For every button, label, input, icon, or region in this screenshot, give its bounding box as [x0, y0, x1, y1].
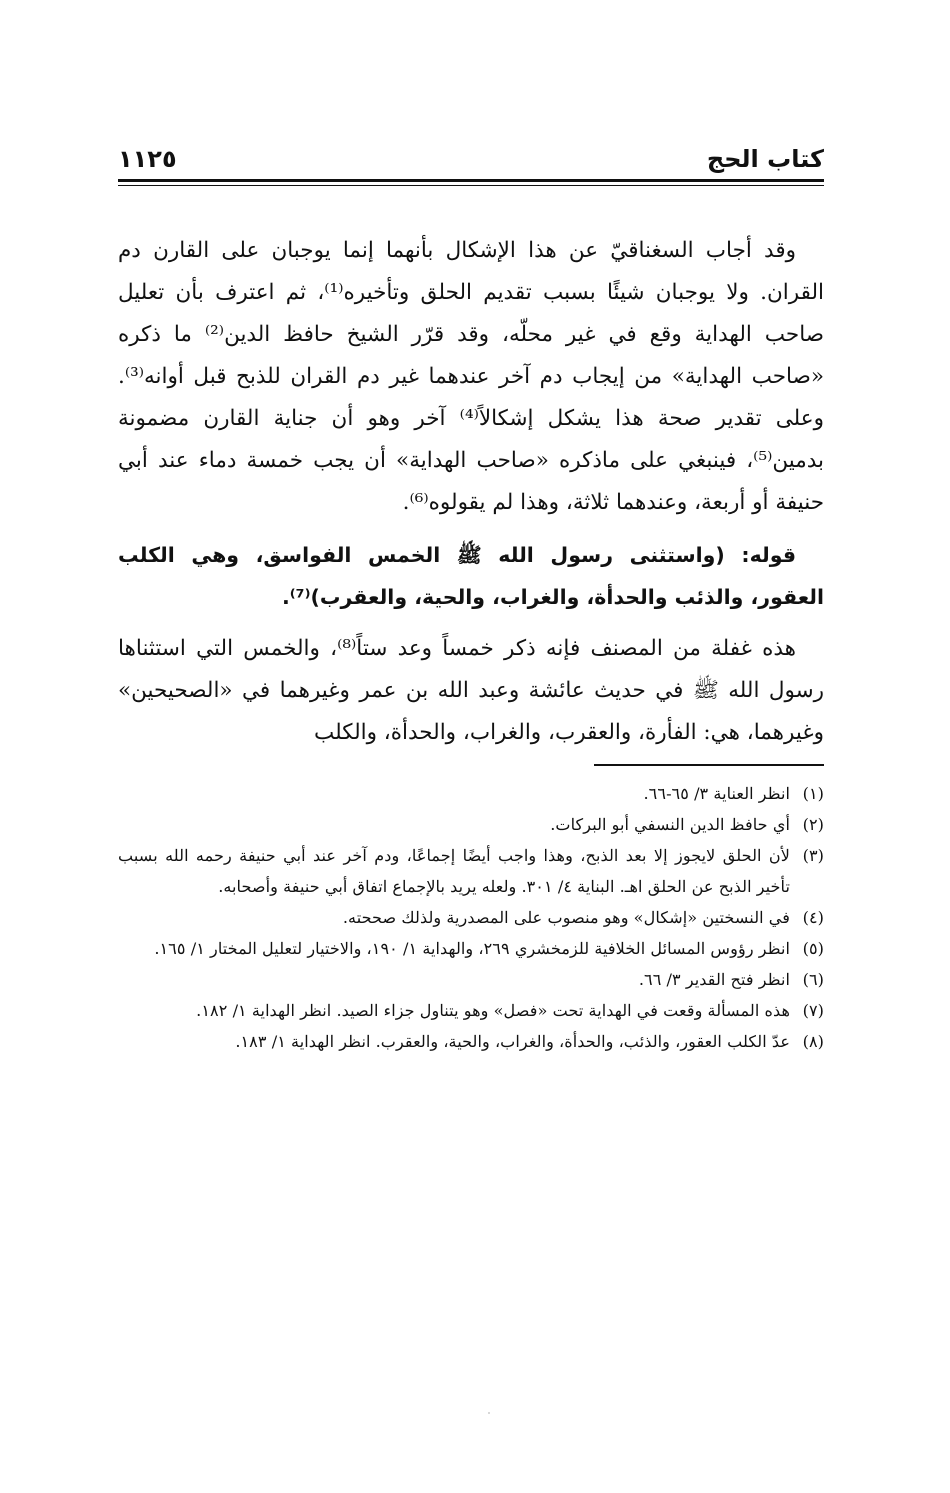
footnote-number: (٧) — [802, 1001, 824, 1020]
footnote-text: لأن الحلق لايجوز إلا بعد الذبح، وهذا واجب أيضًا إجماعًا، ودم آخر عند أبي حنيفة رحمه الله بسبب تأخير الذبح عن الحلق اهـ. البناية ٤/ ٣٠١. ولعله يريد بالإجماع اتفاق أبي حنيفة وأصحابه. — [118, 846, 790, 896]
footnote-number: (٦) — [802, 970, 824, 989]
footnotes — [118, 778, 824, 1057]
footnote-separator — [594, 764, 824, 766]
footnote — [118, 840, 824, 902]
footnote-number: (٤) — [802, 908, 824, 927]
footnote-number: (١) — [802, 784, 824, 803]
footnote — [118, 964, 824, 995]
footnote — [118, 902, 824, 933]
main-text — [118, 230, 824, 754]
running-header — [118, 135, 824, 173]
footnote-text: عدّ الكلب العقور، والذئب، والحدأة، والغراب، والحية، والعقرب. انظر الهداية ١/ ١٨٣. — [235, 1032, 790, 1051]
footnote-number: (٨) — [802, 1032, 824, 1051]
scan-speck — [488, 1412, 490, 1414]
footnote-number: (٣) — [802, 846, 824, 865]
footnote-text: انظر رؤوس المسائل الخلافية للزمخشري ٢٦٩، والهداية ١/ ١٩٠، والاختيار لتعليل المختار ١/ ١٦٥. — [154, 939, 790, 958]
footnote-text: في النسختين «إشكال» وهو منصوب على المصدرية ولذلك صححته. — [342, 908, 790, 927]
footnote-number: (٢) — [802, 815, 824, 834]
footnote-text: هذه المسألة وقعت في الهداية تحت «فصل» وهو يتناول جزاء الصيد. انظر الهداية ١/ ١٨٢. — [196, 1001, 790, 1020]
quoted-paragraph: قوله: (واستثنى رسول الله ﷺ الخمس الفواسق، وهي الكلب العقور، والذئب والحدأة، والغراب، والحية، والعقرب)⁽⁷⁾. — [118, 543, 824, 609]
footnote — [118, 933, 824, 964]
footnote — [118, 809, 824, 840]
header-rule-thick — [118, 179, 824, 182]
footnote-text: انظر فتح القدير ٣/ ٦٦. — [638, 970, 790, 989]
book-page — [118, 135, 824, 1057]
footnote — [118, 1026, 824, 1057]
paragraph: هذه غفلة من المصنف فإنه ذكر خمساً وعد ستاً⁽⁸⁾، والخمس التي استثناها رسول الله ﷺ في حديث عائشة وعبد الله بن عمر وغيرهما في «الصحيحين» وغيرهما، هي: الفأرة، والعقرب، والغراب، والحدأة، والكلب — [118, 636, 824, 745]
footnote-text: أي حافظ الدين النسفي أبو البركات. — [550, 815, 790, 834]
chapter-title: كتاب الحج — [706, 145, 824, 173]
header-rule-thin — [118, 185, 824, 186]
footnote-text: انظر العناية ٣/ ٦٥-٦٦. — [643, 784, 790, 803]
footnote — [118, 995, 824, 1026]
footnote — [118, 778, 824, 809]
footnote-number: (٥) — [802, 939, 824, 958]
paragraph: وقد أجاب السغناقيّ عن هذا الإشكال بأنهما إنما يوجبان على القارن دم القران. ولا يوجبان شيئًا بسبب تقديم الحلق وتأخيره⁽¹⁾، ثم اعترف بأن تعليل صاحب الهداية وقع في غير محلّه، وقد قرّر الشيخ حافظ الدين⁽²⁾ ما ذكره «صاحب الهداية» من إيجاب دم آخر عندهما غير دم القران للذبح قبل أوانه⁽³⁾. وعلى تقدير صحة هذا يشكل إشكالاً⁽⁴⁾ آخر وهو أن جناية القارن مضمونة بدمين⁽⁵⁾، فينبغي على ماذكره «صاحب الهداية» أن يجب خمسة دماء عند أبي حنيفة أو أربعة، وعندهما ثلاثة، وهذا لم يقولوه⁽⁶⁾. — [118, 238, 824, 515]
page-number: ١١٢٥ — [118, 145, 177, 173]
